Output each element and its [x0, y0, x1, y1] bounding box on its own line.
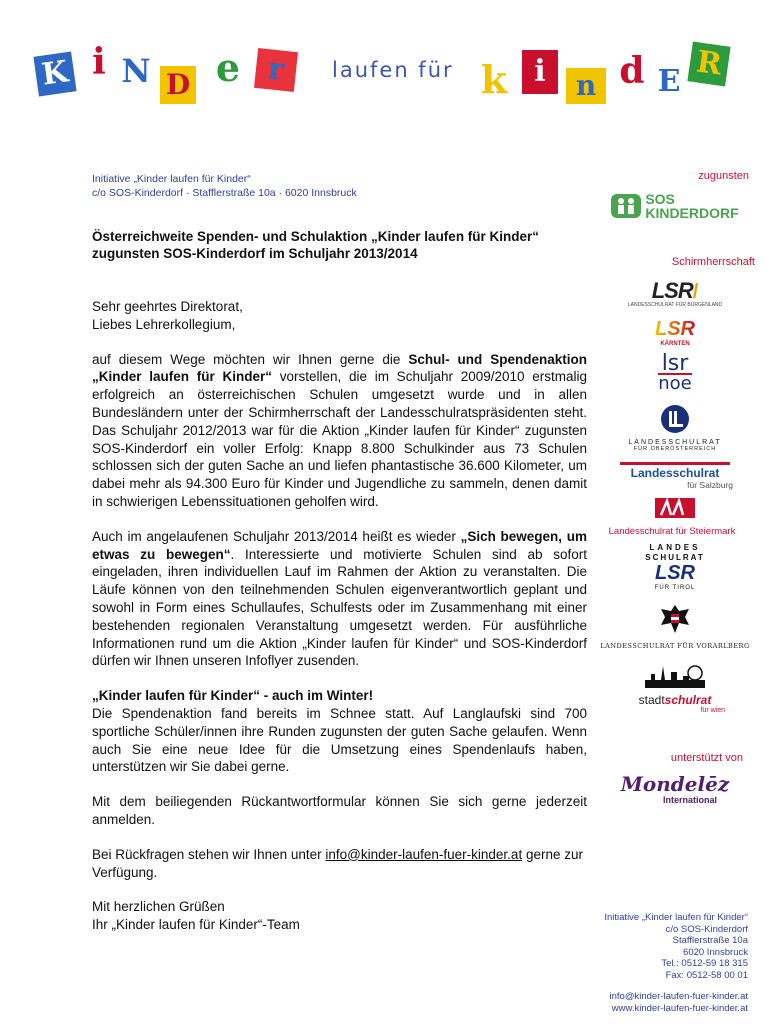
paragraph-intro: auf diesem Wege möchten wir Ihnen gerne die Schul- und Spendenaktion „Kinder laufen für Kinder“ vorstellen, die im Schuljahr 2009/2010 erstmalig erfolgreich an österreichischen Schulen umgesetzt wurde und in allen Bundesländern unter der Schirmherrschaft der Landesschulratspräsidenten steht. Das Schuljahr 2012/2013 war für die Aktion „Kinder laufen für Kinder“ zugunsten SOS-Kinderdorf ein voller Erfolg: Knapp 8.800 Schulkinder aus 73 Schulen schlossen sich der guten Sache an und liefen phantastische 36.600 Kilometer, um dabei mehr als 94.300 Euro für Kinder und Jugendliche zu sammeln, denen damit in schwierigen Lebenssituationen geholfen wird.: [92, 351, 588, 509]
wien-text: stadtschulrat: [638, 693, 712, 707]
flame-icon: /: [692, 281, 699, 303]
greeting: [92, 298, 587, 334]
logo-letter-r2: R: [687, 42, 730, 87]
eagle-crest-icon: [657, 601, 693, 637]
logo-mondelez: Mondelēz International: [620, 772, 730, 805]
subject-line-1: Österreichweite Spenden- und Schulaktion „Kinder laufen für Kinder“: [92, 229, 540, 244]
sos-text: SOS KINDERDORF: [645, 191, 739, 221]
label-schirmherrschaft: Schirmherrschaft: [671, 256, 755, 268]
logo-lsr-noe: lsr noe: [658, 351, 692, 394]
logo-lsr-kaernten: LSR KÄRNTEN: [655, 318, 695, 347]
logo-lsr-tirol: LANDES SCHULRAT LSR FÜR TIROL: [645, 543, 705, 591]
logo-letter-n1: N: [121, 52, 151, 90]
lsr-stmk-emblem-icon: [655, 498, 695, 518]
logo-letter-i2: i: [522, 50, 558, 94]
greeting-line-1: Sehr geehrtes Direktorat,: [92, 299, 243, 314]
logo-letter-k2: k: [480, 57, 508, 102]
contact-website-link[interactable]: www.kinder-laufen-fuer-kinder.at: [611, 1002, 748, 1014]
logo-letter-d1: D: [160, 66, 196, 104]
logo-lsr-ooe: LANDESSCHULRAT FÜR OBERÖSTERREICH: [595, 404, 755, 452]
sos-kinderdorf-logo: [595, 192, 755, 220]
letter-body: [92, 298, 587, 934]
sos-children-icon: [611, 194, 641, 218]
closing: [92, 898, 587, 934]
logo-letter-n2: n: [566, 68, 606, 104]
sender-line-2: c/o SOS-Kinderdorf · Stafflerstraße 10a · 6020 Innsbruck: [92, 187, 357, 199]
logo-laufen-fuer: laufen für: [332, 58, 454, 82]
logo-letter-r1: r: [254, 48, 298, 92]
paragraph-form: Mit dem beiliegenden Rückantwortformular können Sie sich gerne jederzeit anmelden.: [92, 794, 587, 827]
sender-line-1: Initiative „Kinder laufen für Kinder“: [92, 173, 251, 185]
paragraph-winter: [92, 687, 587, 776]
label-zugunsten: zugunsten: [698, 170, 749, 182]
paragraph-schoolyear: Auch im angelaufenen Schuljahr 2013/2014 heißt es wieder „Sich bewegen, um etwas zu bewegen“. Interessierte und motivierte Schulen sind ab sofort eingeladen, ihren individuellen Lauf im Rahmen der Aktion zu veranstalten. Die Läufe können von den teilnehmenden Schulen eigenverantwortlich geplant und sowohl in Form eines Schullaufes, Schulfests oder im Zusammenhang mit einer bestehenden regionalen Veranstaltung umgesetzt werden. Für ausführliche Informationen rund um die Aktion „Kinder laufen für Kinder“ und SOS-Kinderdorf dürfen wir Ihnen unseren Infoflyer zusenden.: [92, 528, 587, 669]
sidebar: [595, 170, 755, 808]
greeting-line-2: Liebes Lehrerkollegium,: [92, 316, 236, 332]
closing-line-1: Mit herzlichen Grüßen: [92, 899, 225, 915]
winter-text: Die Spendenaktion fand bereits im Schnee statt. Auf Langlaufski sind 700 sportliche Schüler/innen ihre Runden zugunsten der guten Sache gelaufen. Wenn auch Sie eine neue Idee für die Umsetzung eines Spendenlaufs haben, unterstützen wir Sie dabei gerne.: [92, 705, 587, 775]
label-unterstuetzt: unterstützt von: [670, 752, 743, 764]
logo-letter-d2: d: [619, 50, 645, 92]
sender-address: [92, 172, 357, 200]
closing-line-2: Ihr „Kinder laufen für Kinder“-Team: [92, 917, 300, 933]
logo-letter-k1: K: [33, 52, 76, 97]
logo-lsr-burgenland: LSR/ LANDESSCHULRAT FÜR BURGENLAND: [627, 278, 723, 308]
logo-stadtschulrat-wien: stadtschulrat für wien: [595, 662, 755, 714]
contact-block: Initiative „Kinder laufen für Kinder“ c/o SOS-Kinderdorf Stafflerstraße 10a 6020 Innsbruck Tel.: 0512-59 18 315 Fax: 0512-58 00 01 info@kinder-laufen-fuer-kinder.at www.kinder-laufen-fuer-kinder.at: [570, 912, 748, 1014]
lsr-ooe-emblem-icon: [659, 404, 691, 434]
vienna-skyline-icon: [645, 662, 705, 688]
winter-title: „Kinder laufen für Kinder“ - auch im Winter!: [92, 688, 374, 704]
logo-lsr-steiermark: Landesschulrat für Steiermark: [595, 498, 755, 537]
contact-email-link[interactable]: info@kinder-laufen-fuer-kinder.at: [609, 991, 748, 1002]
logo-lsr-vorarlberg: LANDESSCHULRAT FÜR VORARLBERG: [595, 601, 755, 650]
email-link[interactable]: info@kinder-laufen-fuer-kinder.at: [325, 846, 523, 862]
letter-subject: [92, 228, 592, 262]
subject-line-2: zugunsten SOS-Kinderdorf im Schuljahr 2013/2014: [92, 246, 418, 261]
logo-lsr-salzburg: Landesschulrat für Salzburg: [595, 462, 755, 490]
paragraph-contact: Bei Rückfragen stehen wir Ihnen unter info@kinder-laufen-fuer-kinder.at gerne zur Verfügung.: [92, 846, 583, 880]
header-logo: [30, 36, 740, 116]
logo-letter-e1: e: [215, 45, 241, 90]
logo-letter-e2: E: [657, 64, 681, 99]
logo-letter-i1: i: [92, 41, 106, 83]
